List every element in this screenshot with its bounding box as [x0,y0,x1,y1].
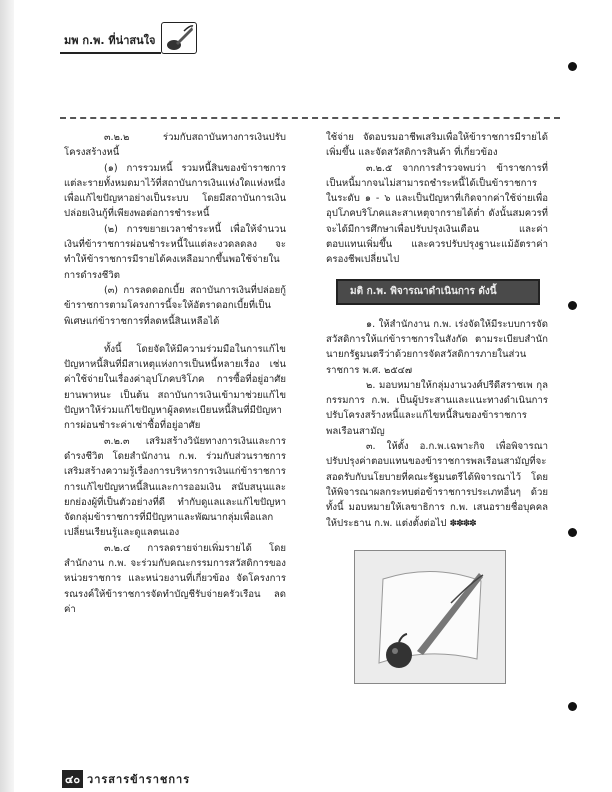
header-title: มพ ก.พ. ที่น่าสนใจ [60,31,161,54]
paragraph: ทั้งนี้ โดยจัดให้มีความร่วมมือในการแก้ไขปัญหาหนี้สินที่มีสาเหตุแห่งการเป็นหนี้หลายเรื่อง เช่น ค่าใช้จ่ายในเรื่องค่าอุปโภคบริโภค การซื้อที่อยู่อาศัยยานพาหนะ เป็นต้น สถาบันการเงินเข้ามาช่วยแก้ไขปัญหาให้ร่วมแก้ไขปัญหาผู้ลดทะเบียนหนี้สินที่มีปัญหาการผ่อนชำระค่าเช่าซื้อที่อยู่อาศัย [64,343,286,432]
paragraph: (๒) การขยายเวลาชำระหนี้ เพื่อให้จำนวนเงินที่ข้าราชการผ่อนชำระหนี้ในแต่ละงวดลดลง จะทำให้ข้าราชการมีรายได้คงเหลือมากขึ้นพอใช้จ่ายในการดำรงชีวิต [64,223,286,281]
end-stars: ✽✽✽✽ [449,518,476,529]
right-column [326,130,548,684]
binder-hole [568,702,577,711]
paragraph: (๑) การรวมหนี้ รวมหนี้สินของข้าราชการแต่ละรายทั้งหมดมาไว้ที่สถาบันการเงินแห่งใดแห่งหนึ่งเพื่อแก้ไขปัญหาอย่างเป็นระบบ โดยมีสถาบันการเงินปล่อยเงินกู้ที่เพียงพอต่อการชำระหนี้ [64,162,286,220]
quill-inkpot-icon [161,22,197,54]
paragraph: ๓.๒.๔ การลดรายจ่ายเพิ่มรายได้ โดยสำนักงาน ก.พ. จะร่วมกับคณะกรรมการสวัสดิการของหน่วยราชการ และหน่วยงานที่เกี่ยวข้อง จัดโครงการรณรงค์ให้ข้าราชการจัดทำบัญชีรับจ่ายครัวเรือน ลดค่า [64,542,286,615]
section-banner-text: มติ ก.พ. พิจารณาดำเนินการ ดังนี้ [350,285,497,297]
apple-quill-scroll-icon [354,550,506,684]
paragraph: (๓) การลดดอกเบี้ย สถาบันการเงินที่ปล่อยกู้ข้าราชการตามโครงการนี้จะให้อัตราดอกเบี้ยที่เป็นพิเศษแก่ข้าราชการที่ลดหนี้สินเหลือได้ [64,284,286,327]
resolution-text: ๓. ให้ตั้ง อ.ก.พ.เฉพาะกิจ เพื่อพิจารณาปรับปรุงค่าตอบแทนของข้าราชการพลเรือนสามัญที่จะสอดรับกับนโยบายที่คณะรัฐมนตรีได้พิจารณาไว้ โดยให้พิจารณาผลกระทบต่อข้าราชการประเภทอื่นๆ ด้วย ทั้งนี้ มอบหมายให้เลขาธิการ ก.พ. เสนอรายชื่อบุคคลให้ประธาน ก.พ. แต่งตั้งต่อไป [326,441,548,529]
binder-hole [568,301,577,310]
page-header [60,20,197,54]
paragraph: ๓.๒.๕ จากการสำรวจพบว่า ข้าราชการที่เป็นหนี้มากจนไม่สามารถชำระหนี้ได้เป็นข้าราชการในระดับ ๑ - ๖ และเป็นปัญหาที่เกิดจากค่าใช้จ่ายเพื่ออุปโภคบริโภคและสาเหตุจากรายได้ต่ำ ดังนั้นสมควรที่จะได้มีการศึกษาเพื่อปรับปรุงเงินเดือน และค่าตอบแทนเพิ่มขึ้น และควรปรับปรุงฐานะแม้อัตราค่าครองชีพเปลี่ยนไป [326,162,548,266]
paragraph: ๓.๒.๒ ร่วมกับสถาบันทางการเงินปรับโครงสร้างหนี้ [64,132,286,159]
section-banner [336,279,540,305]
paragraph: ๒. มอบหมายให้กลุ่มงานวงศ์ปรีดีสราชเพ กุล กรรมการ ก.พ. เป็นผู้ประสานและแนะทางดำเนินการปรับโครงสร้างหนี้และแก้ไขหนี้สินของข้าราชการพลเรือนสามัญ [326,379,548,437]
paragraph: ใช้จ่าย จัดอบรมอาชีพเสริมเพื่อให้ข้าราชการมีรายได้เพิ่มขึ้น และจัดสวัสดิการสินค้า ที่เกี่ยวข้อง [326,132,548,159]
left-column [64,130,286,617]
journal-title: วารสารข้าราชการ [87,773,191,786]
header-dashed-rule [60,117,560,119]
paragraph [326,439,548,532]
paragraph: ๑. ให้สำนักงาน ก.พ. เร่งจัดให้มีระบบการจัดสวัสดิการให้แก่ข้าราชการในสังกัด ตามระเบียบสำนักนายกรัฐมนตรีว่าด้วยการจัดสวัสดิการภายในส่วนราชการ พ.ศ. ๒๕๔๗ [326,318,548,376]
page-footer [62,770,190,788]
binder-hole [568,528,577,537]
paragraph: ๓.๒.๓ เสริมสร้างวินัยทางการเงินและการดำรงชีวิต โดยสำนักงาน ก.พ. ร่วมกับส่วนราชการเสริมสร้างความรู้เรื่องการบริหารการเงินแก่ข้าราชการ การแก้ไขปัญหาหนี้สินและการออมเงิน สนับสนุนและยกย่องผู้ที่เป็นตัวอย่างที่ดี ทำกับดูแลและแก้ไขปัญหา จัดกลุ่มข้าราชการที่มีปัญหาและพัฒนากลุ่มเพื่อแลกเปลี่ยนเรียนรู้และดูแลตนเอง [64,435,286,539]
binder-hole [568,62,577,71]
page-binding-edge [0,0,14,792]
page-number: ๔๐ [62,770,83,788]
